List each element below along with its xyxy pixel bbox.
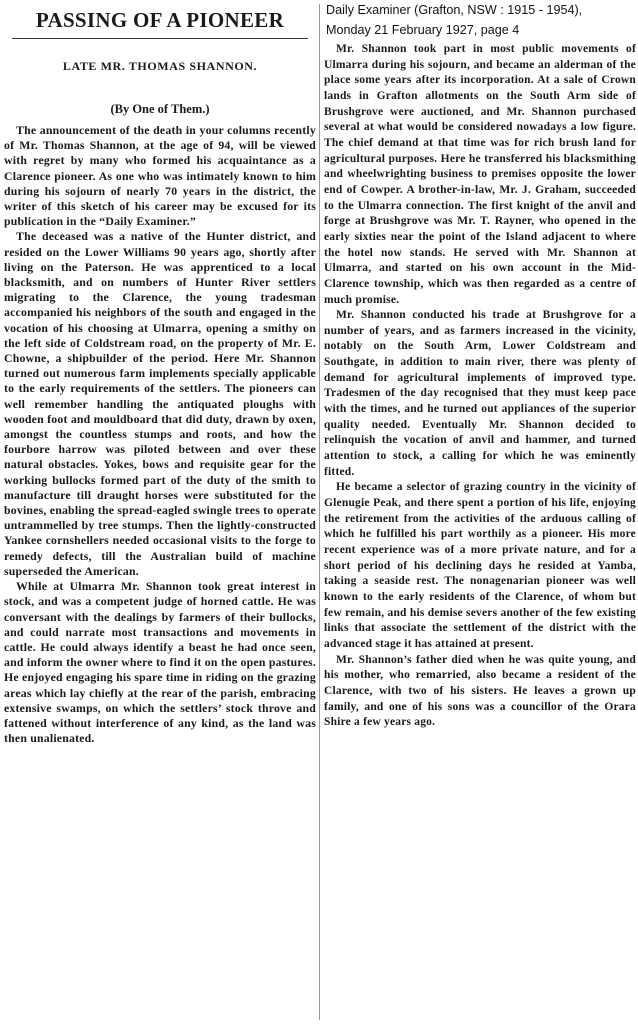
paragraph-5: Mr. Shannon conducted his trade at Brushgrove for a number of years, and as farmers increased in the vicinity, notably on the South Arm, Lower Coldstream and Southgate, in addition to main river, there was plenty of demand for agricultural implements of improved type. Tradesmen of the day recognised that they must keep pace with the times, and he turned out appliances of the superior quality needed. Eventually Mr. Shannon decided to relinquish the vocation of anvil and hammer, and turned attention to stock, a calling for which he was eminently fitted. [324,309,636,478]
paragraph-4: Mr. Shannon took part in most public movements of Ulmarra during his sojourn, and became an alderman of the place some years after its incorporation. At a sale of Crown lands in Grafton allotments on the South Arm side of Brushgrove were auctioned, and Mr. Shannon purchased several at what would be considered nowadays a low figure. The chief demand at that time was for rich brush land for agricultural purposes. Here he transferred his blacksmithing and wheelwrighting business to premises opposite the lower end of Cowper. A brother-in-law, Mr. J. Graham, succeeded to the Ulmarra connection. The first knight of the anvil and forge at Brushgrove was Mr. T. Rayner, who opened in the early sixties near the point of the Island adjacent to where the hotel now stands. He served with Mr. Shannon at Ulmarra, and started on his own account in the Mid-Clarence township, which was then regarded as a centre of much promise. [324,43,636,306]
paragraph-1: The announcement of the death in your columns recently of Mr. Thomas Shannon, at the age of 94, will be viewed with regret by many who formed his acquaintance as a Clarence pioneer. As one who was intimately known to him during his sojourn of nearly 70 years in the district, the writer of this sketch of his career may be excused for its publication in the “Daily Examiner.” [4,123,316,229]
headline-rule [12,38,308,39]
paragraph-7: Mr. Shannon’s father died when he was quite young, and his mother, who remarried, also became a resident of the Clarence, with two of his sisters. He leaves a grown up family, and one of his sons was a councillor of the Orara Shire a few years ago. [324,653,636,729]
paragraph-3: While at Ulmarra Mr. Shannon took great interest in stock, and was a competent judge of horned cattle. He was conversant with the dealings by farmers of their bullocks, and could narrate most transactions and movements in cattle. He could always identify a beast he had once seen, and inform the owner where to find it on the open pastures. He enjoyed engaging his spare time in riding on the grazing areas which lay chiefly at the rear of the parish, embracing extensive swamps, on which the settlers’ stock throve and fattened without interference of any kind, as the land was then unalienated. [4,579,316,746]
paragraph-2: The deceased was a native of the Hunter district, and resided on the Lower Williams 90 years ago, shortly after living on the Paterson. He was apprenticed to a local blacksmith, and on numbers of Hunter River settlers migrating to the Clarence, the young tradesman accompanied his neighbors of the south and engaged in the vocation of his choosing at Ulmarra, opening a smithy on the left side of Coldstream road, on the property of Mr. E. Chowne, a shipbuilder of the period. Here Mr. Shannon turned out numerous farm implements specially applicable to the early requirements of the settlers. The pioneers can well remember handling the antiquated ploughs with wooden foot and mouldboard that did duty, drawn by oxen, amongst the countless stumps and roots, and how the fourbore harrow was piloted between and over these natural obstacles. Yokes, bows and requisite gear for the working bullocks formed part of the duty of the smith to manufacture till draught horses were substituted for the bovines, enabling the spread-eagled swingle trees to operate untrammelled by tree stumps. Then the lightly-constructed Yankee cornshellers needed occasional visits to the forge to remedy defects, till the Australian build of machine superseded the American. [4,229,316,578]
right-column [324,0,636,731]
source-citation-line-1: Daily Examiner (Grafton, NSW : 1915 - 1954), [326,3,583,17]
byline: (By One of Them.) [110,102,210,116]
subheadline: LATE MR. THOMAS SHANNON. [62,59,258,73]
source-citation-line-2: Monday 21 February 1927, page 4 [326,23,520,37]
headline: PASSING OF A PIONEER [35,8,285,32]
left-column [4,0,316,746]
paragraph-6: He became a selector of grazing country in the vicinity of Glenugie Peak, and there spent a portion of his life, enjoying the retirement from the activities of the arduous calling of which he fulfilled his part worthily as a pioneer. His more recent experience was of a more private nature, and for a short period of his declining days he resided at Yamba, taking a seaside rest. The nonagenarian pioneer was well known to the early residents of the Clarence, of whom but few remain, and his demise severs another of the few existing links that associate the settlement of the district with the advanced stage it has attained at present. [324,481,636,650]
column-divider [319,4,320,1020]
